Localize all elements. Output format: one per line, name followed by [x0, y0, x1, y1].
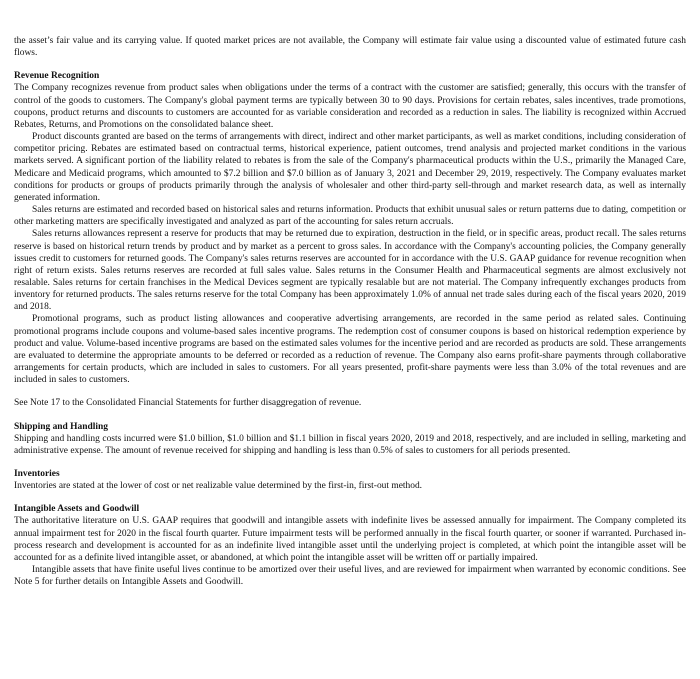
shipping-paragraph-1: Shipping and handling costs incurred were $1.0 billion, $1.0 billion and $1.1 billion in fiscal years 2020, 2019 and 2018, respectively, and are included in selling, marketing and administrative expense. The amount of revenue received for shipping and handling is less than 0.5% of sales to customers for all periods presented.	[14, 433, 686, 456]
intangible-assets-section	[14, 503, 686, 588]
intangible-paragraph-1: The authoritative literature on U.S. GAAP requires that goodwill and intangible assets with indefinite lives be assessed annually for impairment. The Company completed its annual impairment test for 2020 in the fiscal fourth quarter. Future impairment tests will be performed annually in the fiscal fourth quarter, or sooner if warranted. Purchased in-process research and development is accounted for as an indefinite lived intangible asset until the underlying project is completed, at which point the intangible asset will be accounted for as a definite lived intangible asset, or abandoned, at which point the intangible asset will be written off or partially impaired.	[14, 516, 686, 563]
revenue-paragraph-1: The Company recognizes revenue from product sales when obligations under the terms of a contract with the customer are satisfied; generally, this occurs with the transfer of control of the goods to customers. The Company's global payment terms are typically between 30 to 90 days. Provisions for certain rebates, sales incentives, trade promotions, coupons, product returns and discounts to customers are accounted for as variable consideration and recorded as a reduction in sales. The liability is recognized within Accrued Rebates, Returns, and Promotions on the consolidated balance sheet.	[14, 83, 686, 130]
revenue-paragraph-4: Sales returns allowances represent a reserve for products that may be returned due to expiration, destruction in the field, or in specific areas, product recall. The sales returns reserve is based on historical return trends by product and by market as a percent to gross sales. In accordance with the Company's accounting policies, the Company generally issues credit to customers for returned goods. The Company's sales returns reserves are accounted for in accordance with the U.S. GAAP guidance for revenue recognition when right of return exists. Sales returns reserves are recorded at full sales value. Sales returns in the Consumer Health and Pharmaceutical segments are almost exclusively not resalable. Sales returns for certain franchises in the Medical Devices segment are typically resalable but are not material. The Company infrequently exchanges products from inventory for returned products. The sales returns reserve for the total Company has been approximately 1.0% of annual net trade sales during each of the fiscal years 2020, 2019 and 2018.	[14, 229, 686, 313]
intangible-paragraph-2: Intangible assets that have finite useful lives continue to be amortized over their useful lives, and are reviewed for impairment when warranted by economic conditions. See Note 5 for further details on Intangible Assets and Goodwill.	[14, 565, 686, 588]
intro-paragraph: the asset’s fair value and its carrying value. If quoted market prices are not available, the Company will estimate fair value using a discounted value of estimated future cash flows.	[14, 36, 686, 59]
intangible-assets-heading: Intangible Assets and Goodwill	[14, 504, 140, 515]
shipping-handling-section	[14, 421, 686, 457]
inventories-paragraph-1: Inventories are stated at the lower of cost or net realizable value determined by the first-in, first-out method.	[14, 481, 423, 492]
revenue-paragraph-5: Promotional programs, such as product listing allowances and cooperative advertising arrangements, are recorded in the same period as related sales. Continuing promotional programs include coupons and volume-based sales incentive programs. The redemption cost of consumer coupons is based on historical redemption experience by product and value. Volume-based incentive programs are based on the estimated sales volumes for the incentive period and are recorded as products are sold. These arrangements are evaluated to determine the appropriate amounts to be deferred or recorded as a reduction of revenue. The Company also earns profit-share payments through collaborative arrangements for certain products, which are included in sales to customers. For all years presented, profit-share payments were less than 3.0% of the total revenues and are included in sales to customers.	[14, 314, 686, 386]
revenue-recognition-section	[14, 70, 686, 409]
revenue-paragraph-3: Sales returns are estimated and recorded based on historical sales and returns information. Products that exhibit unusual sales or return patterns due to dating, competition or other marketing matters are specifically investigated and analyzed as part of the accounting for sales return accruals.	[14, 205, 686, 228]
shipping-handling-heading: Shipping and Handling	[14, 421, 108, 432]
revenue-recognition-heading: Revenue Recognition	[14, 71, 100, 82]
inventories-heading: Inventories	[14, 469, 60, 479]
inventories-section	[14, 468, 686, 492]
revenue-paragraph-2: Product discounts granted are based on the terms of arrangements with direct, indirect and other market participants, as well as market conditions, including consideration of competitor pricing. Rebates are estimated based on contractual terms, historical experience, patient outcomes, trend analysis and projected market conditions in the various markets served. A significant portion of the liability related to rebates is from the sale of the Company's pharmaceutical products within the U.S., primarily the Managed Care, Medicare and Medicaid programs, which amounted to $7.2 billion and $7.0 billion as of January 3, 2021 and December 29, 2019, respectively. The Company evaluates market conditions for products or groups of products primarily through the analysis of wholesaler and other third-party sell-through and market research data, as well as internally generated information.	[14, 132, 686, 203]
revenue-note: See Note 17 to the Consolidated Financial Statements for further disaggregation of revenue.	[14, 398, 362, 409]
